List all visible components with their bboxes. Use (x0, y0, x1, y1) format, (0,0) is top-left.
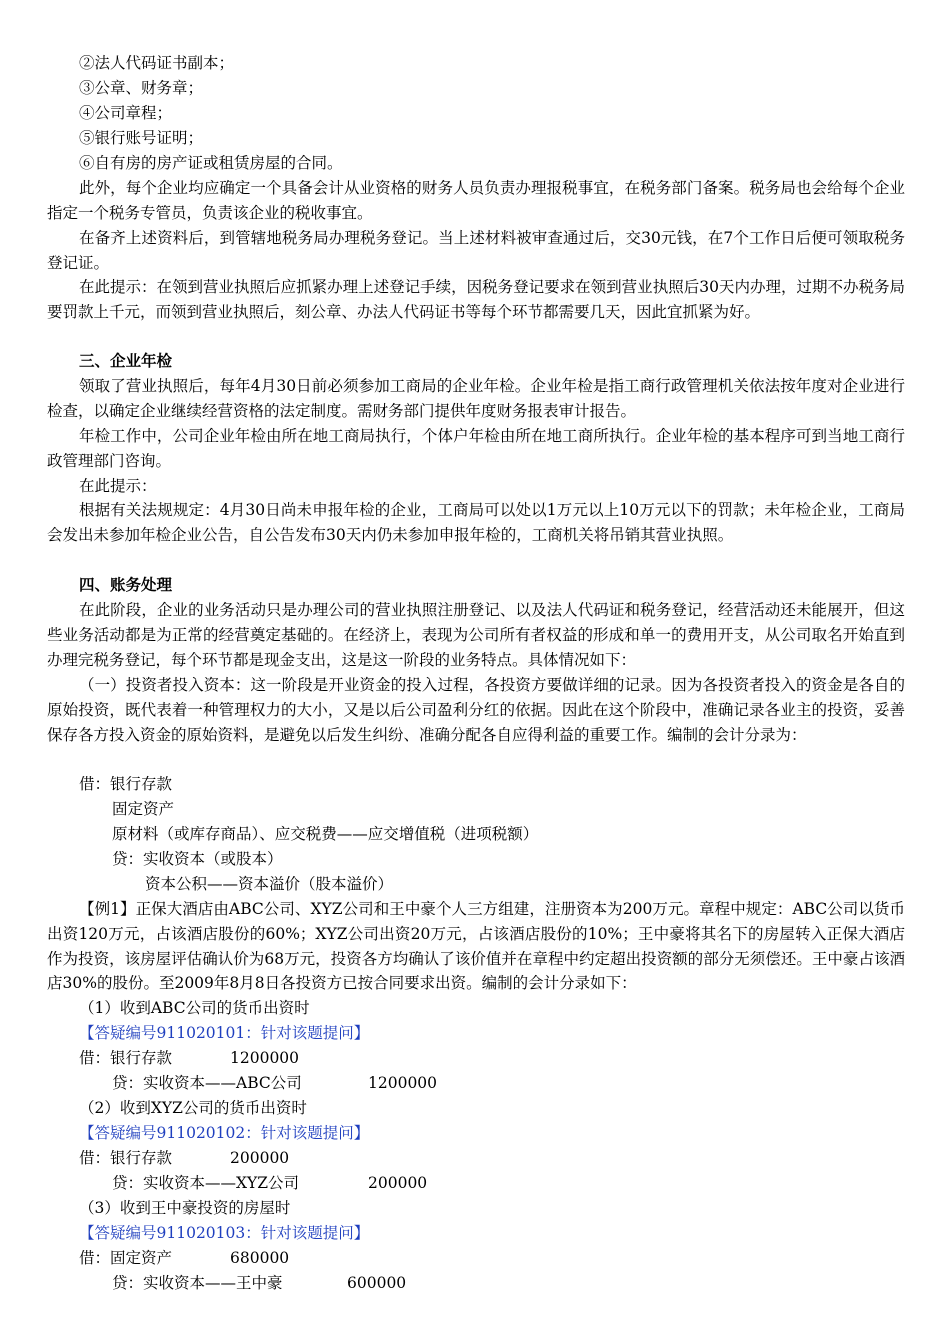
debit-account: 借：固定资产 (79, 1249, 173, 1267)
debit-account: 借：银行存款 (79, 1049, 173, 1067)
paragraph: 在此阶段，企业的业务活动只是办理公司的营业执照注册登记、以及法人代码证和税务登记，经营活动还未能展开，但这些业务活动都是为正常的经营奠定基础的。在经济上，表现为公司所有者权益的形成和单一的费用开支，从公司取名开始直到办理完税务登记，每个环节都是现金支出，这是这一阶段的业务特点。具体情况如下： (47, 601, 905, 669)
entry-debit: 借：银行存款 (79, 775, 173, 793)
debit-amount: 200000 (230, 1149, 290, 1167)
debit-account: 借：银行存款 (79, 1149, 173, 1167)
credit-amount: 1200000 (368, 1074, 438, 1092)
debit-amount: 1200000 (230, 1049, 300, 1067)
credit-amount: 200000 (368, 1174, 428, 1192)
section-heading: 四、账务处理 (79, 575, 173, 594)
step-title: （1）收到ABC公司的货币出资时 (79, 999, 310, 1017)
entry-debit: 固定资产 (112, 800, 175, 818)
list-item: ③公章、财务章； (79, 79, 204, 97)
section-heading: 三、企业年检 (79, 351, 173, 370)
entry-credit: 资本公积——资本溢价（股本溢价） (145, 875, 394, 893)
paragraph-tax-registration: 在备齐上述资料后，到管辖地税务局办理税务登记。当上述材料被审查通过后，交30元钱，在7个工作日后便可领取税务登记证。 (47, 229, 905, 272)
paragraph-tip: 在此提示：在领到营业执照后应抓紧办理上述登记手续，因税务登记要求在领到营业执照后30天内办理，过期不办税务局要罚款上千元，而领到营业执照后，刻公章、办法人代码证书等每个环节都需要几天，因此宜抓紧为好。 (47, 278, 905, 321)
list-item: ④公司章程； (79, 104, 173, 122)
list-item: ⑤银行账号证明； (79, 129, 204, 147)
qa-link[interactable]: 【答疑编号911020103：针对该题提问】 (79, 1224, 370, 1242)
step-title: （2）收到XYZ公司的货币出资时 (79, 1099, 307, 1117)
tip-label: 在此提示： (79, 477, 157, 495)
paragraph: 年检工作中，公司企业年检由所在地工商局执行，个体户年检由所在地工商所执行。企业年检的基本程序可到当地工商行政管理部门咨询。 (47, 427, 905, 470)
paragraph: 根据有关法规规定：4月30日尚未申报年检的企业，工商局可以处以1万元以上10万元以下的罚款；未年检企业，工商局会发出未参加年检企业公告，自公告发布30天内仍未参加申报年检的，工商机关将吊销其营业执照。 (47, 501, 905, 544)
list-item: ②法人代码证书副本； (79, 54, 235, 72)
credit-amount: 600000 (347, 1274, 407, 1292)
step-title: （3）收到王中豪投资的房屋时 (79, 1199, 291, 1217)
qa-link[interactable]: 【答疑编号911020102：针对该题提问】 (79, 1124, 370, 1142)
credit-account: 贷：实收资本——XYZ公司 (112, 1174, 300, 1192)
list-item: ⑥自有房的房产证或租赁房屋的合同。 (79, 154, 343, 172)
example-paragraph: 【例1】正保大酒店由ABC公司、XYZ公司和王中豪个人三方组建，注册资本为200万元。章程中规定：ABC公司以货币出资120万元，占该酒店股份的60%；XYZ公司出资20万元，占该酒店股份的10%；王中豪将其名下的房屋转入正保大酒店作为投资，该房屋评估确认价为68万元，投资各方均确认了该价值并在章程中约定超出投资额的部分无须偿还。王中豪占该酒店30%的股份。至2009年8月8日各投资方已按合同要求出资。编制的会计分录如下： (47, 900, 905, 993)
entry-debit: 原材料（或库存商品）、应交税费——应交增值税（进项税额） (112, 825, 539, 843)
qa-link[interactable]: 【答疑编号911020101：针对该题提问】 (79, 1024, 370, 1042)
paragraph-tax-officer: 此外，每个企业均应确定一个具备会计从业资格的财务人员负责办理报税事宜，在税务部门备案。税务局也会给每个企业指定一个税务专管员，负责该企业的税收事宜。 (47, 179, 905, 222)
paragraph: 领取了营业执照后，每年4月30日前必须参加工商局的企业年检。企业年检是指工商行政管理机关依法按年度对企业进行检查，以确定企业继续经营资格的法定制度。需财务部门提供年度财务报表审计报告。 (47, 377, 905, 420)
debit-amount: 680000 (230, 1249, 290, 1267)
entry-credit: 贷：实收资本（或股本） (112, 850, 283, 868)
credit-account: 贷：实收资本——王中豪 (112, 1274, 283, 1292)
credit-account: 贷：实收资本——ABC公司 (112, 1074, 302, 1092)
paragraph: （一）投资者投入资本：这一阶段是开业资金的投入过程，各投资方要做详细的记录。因为各投资者投入的资金是各自的原始投资，既代表着一种管理权力的大小，又是以后公司盈利分红的依据。因此在这个阶段中，准确记录各业主的投资，妥善保存各方投入资金的原始资料，是避免以后发生纠纷、准确分配各自应得利益的重要工作。编制的会计分录为： (47, 676, 905, 744)
